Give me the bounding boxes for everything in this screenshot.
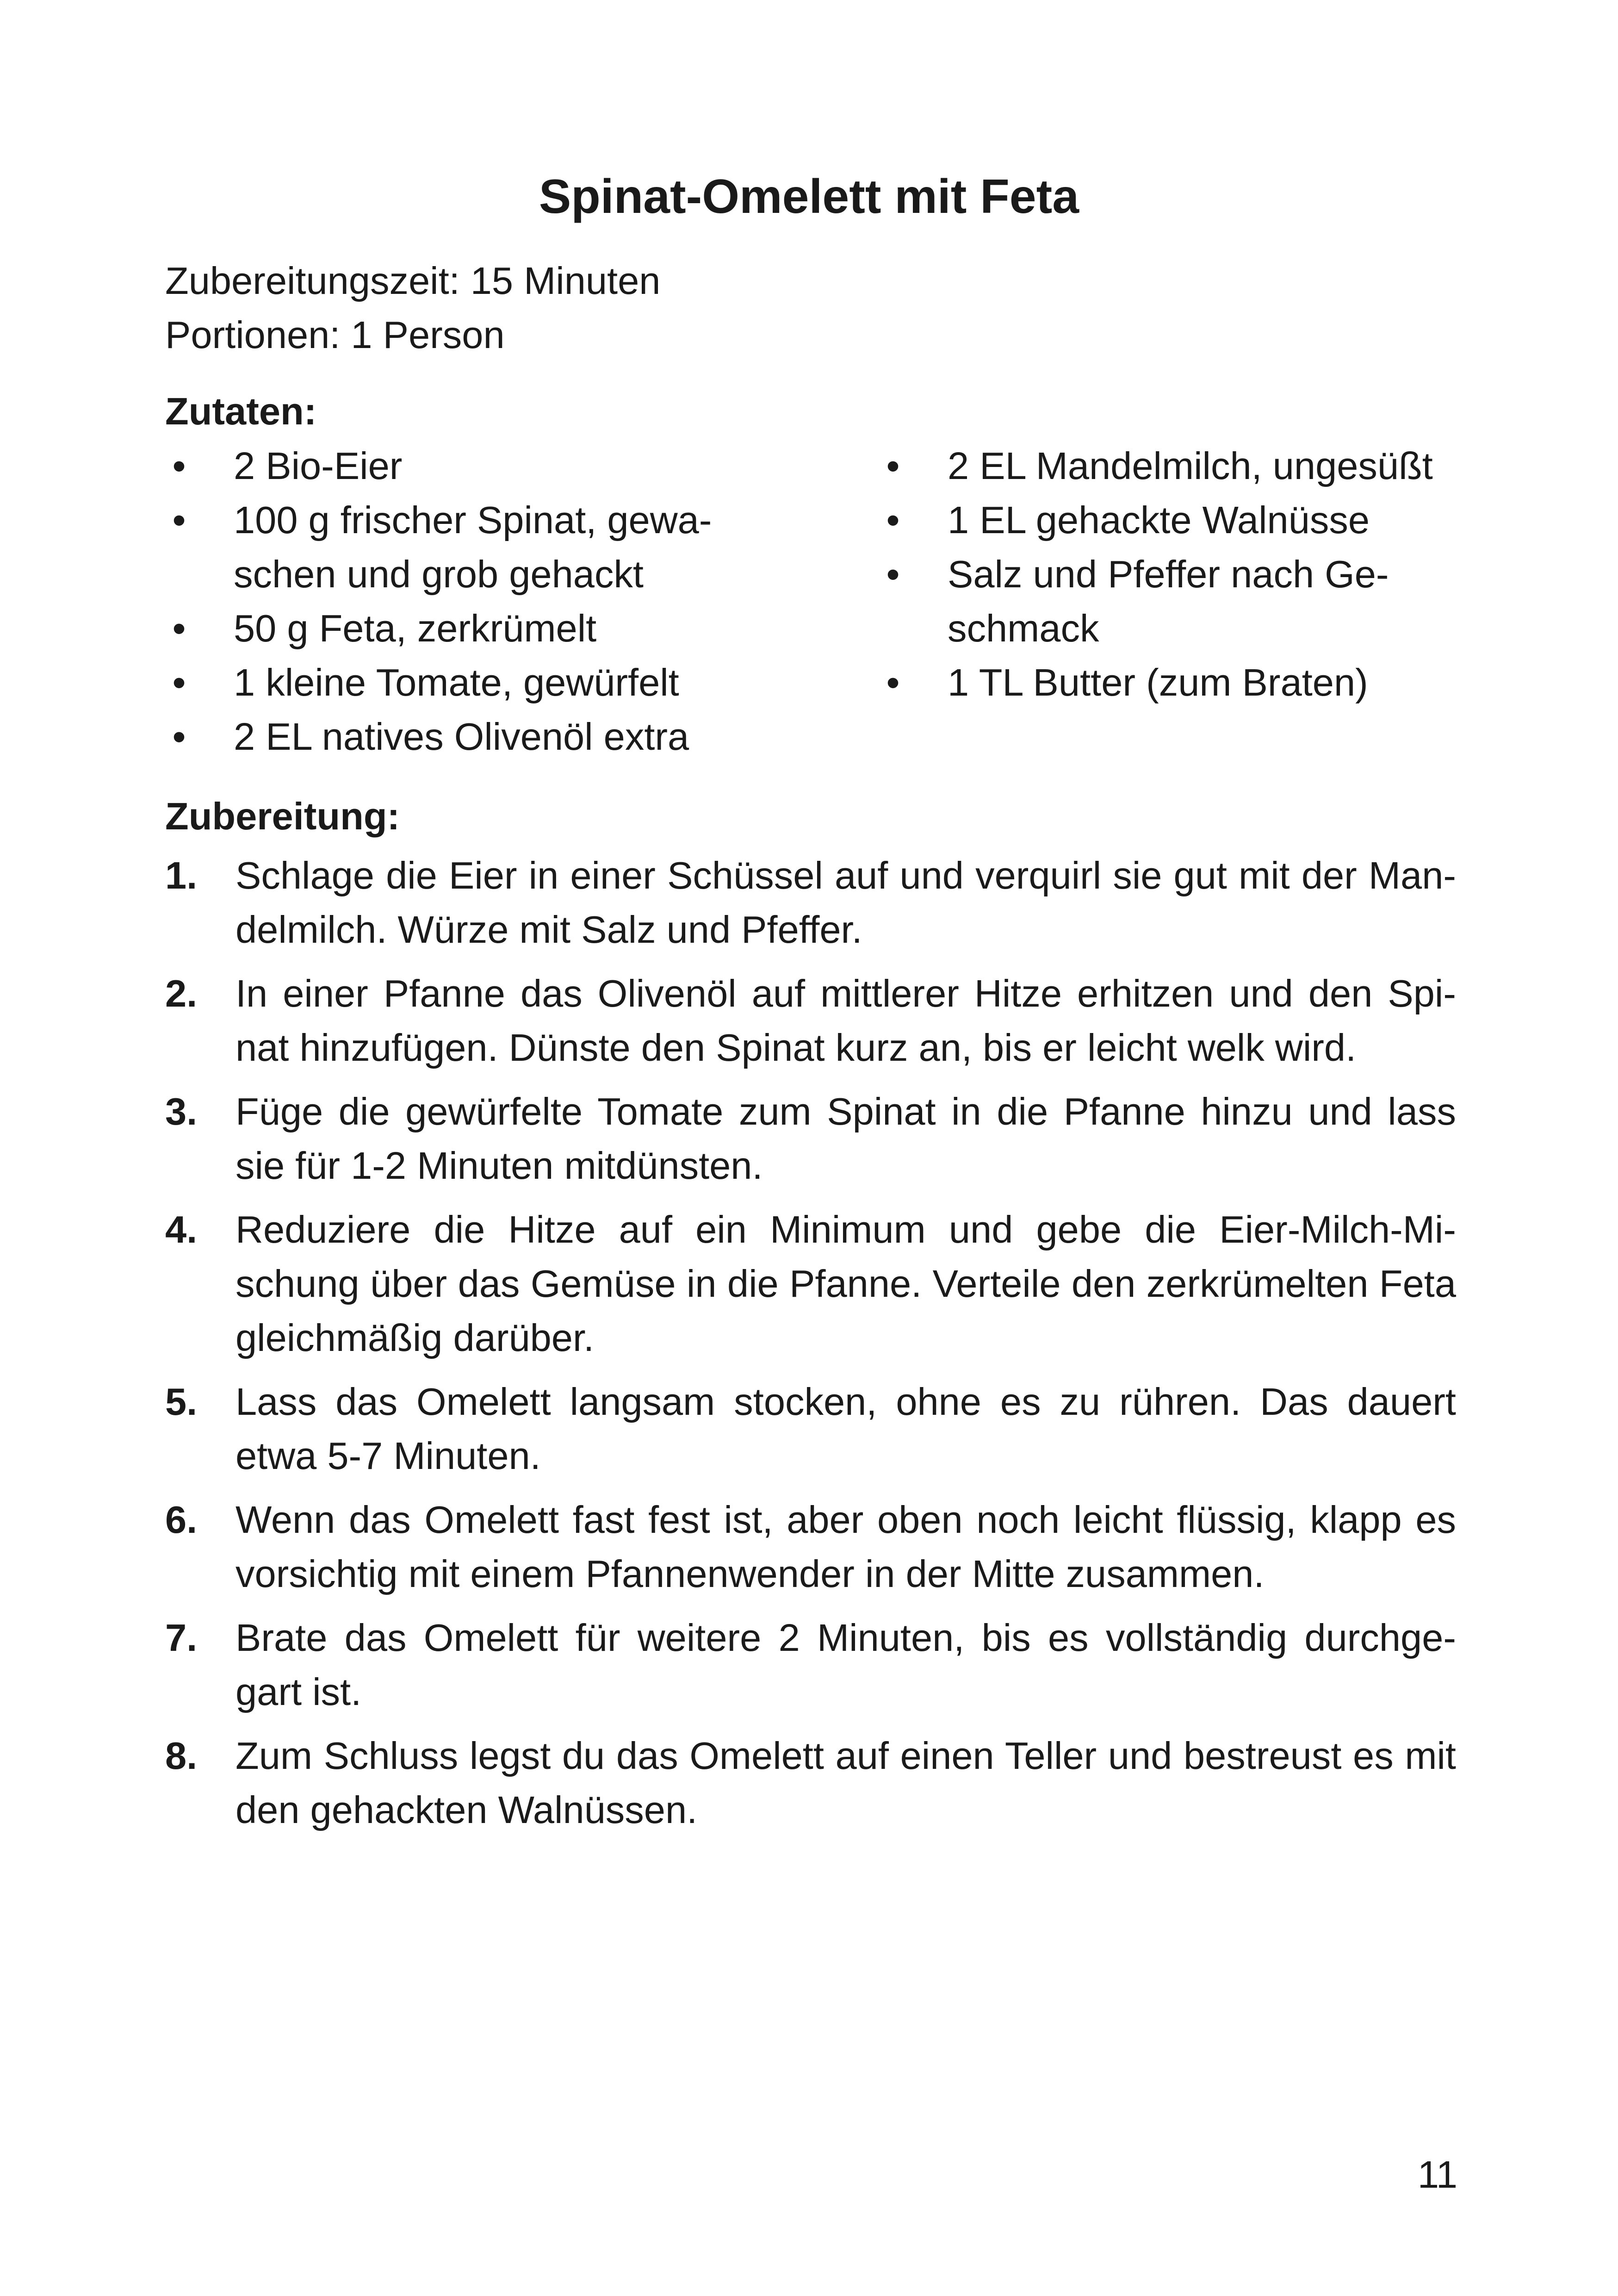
step-item bbox=[165, 1493, 1456, 1601]
step-number: 3. bbox=[165, 1090, 198, 1133]
step-text: Reduziere die Hitze auf ein Minimum und gebe die Eier-Milch-Mi-schung über das Gemüse in die Pfanne. Verteile den zerkrümelten Feta gleichmäßig darüber. bbox=[236, 1208, 1456, 1359]
step-item bbox=[165, 966, 1456, 1075]
bullet-icon: • bbox=[886, 444, 900, 487]
step-text: Schlage die Eier in einer Schüssel auf und verquirl sie gut mit der Man-delmilch. Würze mit Salz und Pfeffer. bbox=[236, 854, 1456, 951]
bullet-icon: • bbox=[886, 498, 900, 541]
step-number: 1. bbox=[165, 854, 198, 897]
ingredient-item bbox=[879, 655, 1527, 709]
step-item bbox=[165, 1729, 1456, 1837]
ingredient-item bbox=[165, 709, 813, 764]
step-text: Wenn das Omelett fast fest ist, aber oben noch leicht flüssig, klapp es vorsichtig mit einem Pfannenwender in der Mitte zusammen. bbox=[236, 1498, 1456, 1595]
recipe-title: Spinat-Omelett mit Feta bbox=[539, 170, 1079, 224]
ingredients-list-left bbox=[165, 439, 813, 764]
ingredient-text: 100 g frischer Spinat, gewa- schen und grob gehackt bbox=[234, 498, 712, 596]
ingredient-item bbox=[165, 601, 813, 655]
step-text: In einer Pfanne das Olivenöl auf mittlerer Hitze erhitzen und den Spi-nat hinzufügen. Dünste den Spinat kurz an, bis er leicht welk wird. bbox=[236, 972, 1456, 1069]
ingredient-item bbox=[879, 493, 1527, 547]
ingredient-text: 2 Bio-Eier bbox=[234, 444, 403, 487]
step-number: 6. bbox=[165, 1498, 198, 1541]
ingredient-text: 2 EL natives Olivenöl extra bbox=[234, 715, 689, 758]
bullet-icon: • bbox=[172, 715, 186, 758]
ingredient-item bbox=[165, 493, 813, 601]
bullet-icon: • bbox=[172, 498, 186, 541]
step-number: 4. bbox=[165, 1208, 198, 1251]
ingredients-heading: Zutaten: bbox=[165, 390, 317, 433]
ingredient-text: 1 kleine Tomate, gewürfelt bbox=[234, 661, 679, 704]
bullet-icon: • bbox=[172, 661, 186, 704]
bullet-icon: • bbox=[172, 607, 186, 650]
recipe-meta bbox=[165, 254, 660, 362]
ingredients-list-right bbox=[879, 439, 1527, 709]
step-item bbox=[165, 1084, 1456, 1193]
prep-time: Zubereitungszeit: 15 Minuten bbox=[165, 259, 661, 302]
steps-list bbox=[165, 848, 1456, 1847]
ingredient-text: 1 TL Butter (zum Braten) bbox=[948, 661, 1368, 704]
ingredient-item bbox=[879, 547, 1527, 655]
ingredient-item bbox=[879, 439, 1527, 493]
bullet-icon: • bbox=[172, 444, 186, 487]
step-item bbox=[165, 848, 1456, 957]
ingredient-text: 2 EL Mandelmilch, ungesüßt bbox=[948, 444, 1433, 487]
step-number: 8. bbox=[165, 1734, 198, 1777]
step-text: Lass das Omelett langsam stocken, ohne es zu rühren. Das dauert etwa 5-7 Minuten. bbox=[236, 1380, 1456, 1477]
ingredient-item bbox=[165, 655, 813, 709]
ingredient-text: 50 g Feta, zerkrümelt bbox=[234, 607, 597, 650]
step-text: Füge die gewürfelte Tomate zum Spinat in die Pfanne hinzu und lass sie für 1-2 Minuten mitdünsten. bbox=[236, 1090, 1456, 1187]
page-number: 11 bbox=[1417, 2153, 1457, 2196]
ingredient-text: Salz und Pfeffer nach Ge- schmack bbox=[948, 553, 1389, 650]
step-number: 2. bbox=[165, 972, 198, 1015]
step-text: Zum Schluss legst du das Omelett auf einen Teller und bestreust es mit den gehackten Walnüssen. bbox=[236, 1734, 1456, 1831]
bullet-icon: • bbox=[886, 553, 900, 596]
step-number: 7. bbox=[165, 1616, 198, 1659]
step-number: 5. bbox=[165, 1380, 198, 1423]
bullet-icon: • bbox=[886, 661, 900, 704]
step-text: Brate das Omelett für weitere 2 Minuten, bis es vollständig durchge-gart ist. bbox=[236, 1616, 1456, 1713]
ingredient-item bbox=[165, 439, 813, 493]
step-item bbox=[165, 1202, 1456, 1365]
step-item bbox=[165, 1375, 1456, 1483]
ingredient-text: 1 EL gehackte Walnüsse bbox=[948, 498, 1370, 541]
steps-heading: Zubereitung: bbox=[165, 795, 400, 838]
portions: Portionen: 1 Person bbox=[165, 313, 505, 356]
step-item bbox=[165, 1611, 1456, 1719]
